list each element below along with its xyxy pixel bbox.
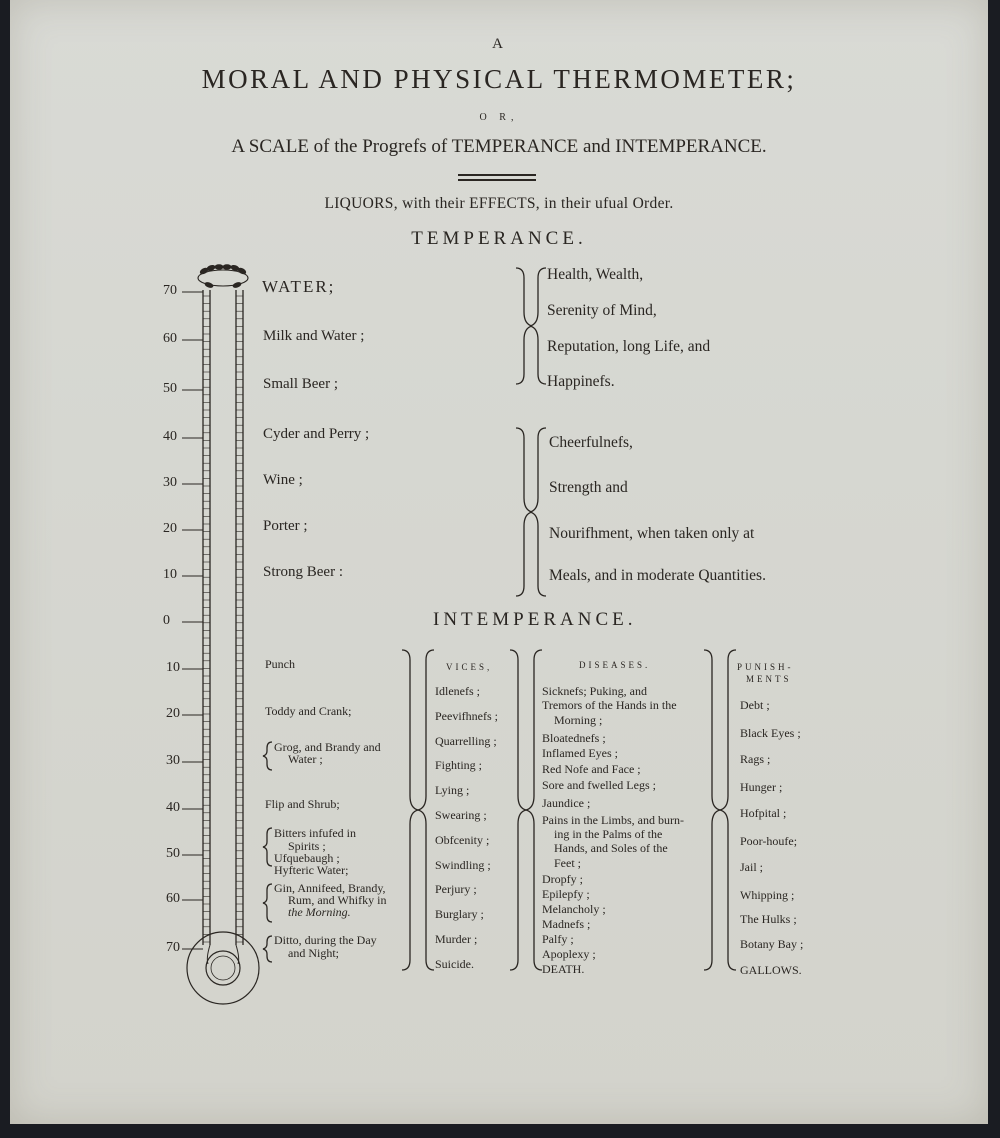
vice-item: Peevifhnefs ;: [435, 708, 498, 723]
drink-water: WATER;: [262, 277, 336, 296]
brace-bitters: [263, 828, 272, 866]
brace-temp-4: [530, 428, 546, 596]
punishments-header-2: MENTS: [746, 674, 792, 684]
brace-temp-1: [516, 268, 532, 384]
punishment-item: Hunger ;: [740, 780, 783, 794]
brace-temp-2: [530, 268, 546, 384]
drink-wine: Wine ;: [263, 472, 303, 488]
vice-item: Fighting ;: [435, 758, 483, 773]
drink-rum: Rum, and Whifky in: [288, 893, 387, 907]
thermometer-ticks: [203, 296, 243, 942]
punishment-item: Hofpital ;: [740, 806, 787, 820]
vice-item: Perjury ;: [435, 882, 477, 897]
diseases-header: DISEASES.: [579, 660, 651, 670]
drink-bitters-spirits: Spirits ;: [288, 839, 326, 853]
brace-temp-3: [516, 428, 532, 596]
thermometer-drawing: [10, 0, 988, 1124]
drink-morning: the Morning.: [288, 905, 351, 919]
vice-item: Murder ;: [435, 932, 478, 946]
paper-sheet: [10, 0, 988, 1124]
brace-int-4: [526, 650, 542, 970]
title-article: A: [492, 36, 506, 52]
scale-label-upper: 60: [163, 331, 177, 346]
disease-item: Madnefs ;: [542, 917, 591, 931]
scale-label-upper: 30: [163, 475, 177, 490]
vice-item: Lying ;: [435, 783, 470, 798]
brace-int-5: [704, 650, 720, 970]
brace-int-1: [402, 650, 418, 970]
punishment-item: Botany Bay ;: [740, 937, 804, 951]
scale-label-lower: 40: [166, 800, 180, 815]
punishment-item: Debt ;: [740, 698, 770, 712]
effect-serenity: Serenity of Mind,: [547, 302, 657, 319]
punishment-item: Poor-houfe;: [740, 834, 798, 848]
disease-item: Hands, and Soles of the: [554, 841, 668, 855]
thermometer-tube: [203, 290, 243, 945]
disease-item: Inflamed Eyes ;: [542, 746, 618, 760]
drink-small-beer: Small Beer ;: [263, 376, 338, 392]
drink-hysteric: Hyfteric Water;: [274, 863, 349, 877]
drink-strong-beer: Strong Beer :: [263, 564, 343, 580]
effect-meals: Meals, and in moderate Quantities.: [549, 567, 766, 584]
drink-toddy: Toddy and Crank;: [265, 704, 352, 718]
scale-tick-marks: [182, 292, 203, 949]
vice-item: Quarrelling ;: [435, 733, 497, 748]
vice-item: Suicide.: [435, 956, 474, 971]
punishment-item: Whipping ;: [740, 888, 795, 902]
scale-label-lower: 20: [166, 706, 180, 721]
disease-item: Morning ;: [554, 713, 603, 727]
brace-ditto: [263, 936, 272, 962]
temperance-heading: TEMPERANCE.: [411, 228, 587, 249]
vice-item: Swearing ;: [435, 808, 487, 822]
drink-bitters: Bitters infufed in: [274, 826, 356, 840]
page-title: MORAL AND PHYSICAL THERMOMETER;: [201, 64, 797, 94]
disease-item: Pains in the Limbs, and burn-: [542, 813, 684, 827]
disease-item: Sore and fwelled Legs ;: [542, 778, 656, 792]
intemperance-heading: INTEMPERANCE.: [433, 609, 637, 630]
scale-label-upper: 40: [163, 429, 177, 444]
disease-item: Dropfy ;: [542, 872, 583, 886]
drink-cyder: Cyder and Perry ;: [263, 426, 370, 442]
vice-item: Swindling ;: [435, 857, 491, 872]
page-subtitle: A SCALE of the Progrefs of TEMPERANCE and INTEMPERANCE.: [231, 136, 767, 157]
liquors-caption: LIQUORS, with their EFFECTS, in their ufual Order.: [324, 195, 674, 212]
drink-grog-water: Water ;: [288, 752, 323, 766]
laurel-wreath-icon: [198, 265, 248, 289]
drink-gin: Gin, Annifeed, Brandy,: [274, 881, 386, 895]
disease-item: Apoplexy ;: [542, 947, 596, 961]
disease-item: Palfy ;: [542, 932, 574, 946]
drink-milk-water: Milk and Water ;: [263, 328, 365, 344]
punishment-item: Jail ;: [740, 860, 763, 874]
scale-label-lower: 30: [166, 753, 180, 768]
brace-int-6: [720, 650, 736, 970]
brace-gin: [263, 884, 272, 922]
effect-strength: Strength and: [549, 479, 628, 496]
drink-ditto: Ditto, during the Day: [274, 933, 377, 947]
vice-item: Obfcenity ;: [435, 832, 490, 847]
scale-label-lower: 50: [166, 846, 180, 861]
drink-grog: Grog, and Brandy and: [274, 740, 381, 754]
scale-label-lower: 60: [166, 891, 180, 906]
disease-item: Epilepfy ;: [542, 887, 590, 901]
drink-usquebaugh: Ufquebaugh ;: [274, 851, 340, 865]
effect-reputation: Reputation, long Life, and: [547, 338, 711, 355]
disease-item: ing in the Palms of the: [554, 827, 663, 841]
punishment-item: Rags ;: [740, 752, 771, 766]
disease-item: Red Nofe and Face ;: [542, 762, 641, 776]
vices-header: VICES,: [446, 662, 493, 672]
title-or: O R,: [479, 112, 519, 123]
disease-item: Melancholy ;: [542, 902, 606, 916]
punishment-item: The Hulks ;: [740, 912, 797, 926]
disease-item: Jaundice ;: [542, 796, 591, 810]
disease-item: Tremors of the Hands in the: [542, 698, 677, 712]
vice-item: Idlenefs ;: [435, 684, 480, 698]
drink-porter: Porter ;: [263, 518, 308, 534]
punishment-item: Black Eyes ;: [740, 726, 801, 740]
disease-item: Bloatednefs ;: [542, 731, 606, 745]
scale-label-upper: 0: [163, 613, 170, 628]
effect-cheerfulness: Cheerfulnefs,: [549, 434, 633, 451]
effect-nourishment: Nourifhment, when taken only at: [549, 525, 755, 542]
brace-grog: [263, 742, 272, 770]
brace-int-3: [510, 650, 526, 970]
scale-label-upper: 50: [163, 381, 177, 396]
scale-label-upper: 10: [163, 567, 177, 582]
disease-item: Sicknefs; Puking, and: [542, 684, 647, 698]
scale-label-lower: 70: [166, 940, 180, 955]
scale-label-upper: 70: [163, 283, 177, 298]
thermometer-bulb: [187, 932, 259, 1004]
disease-item: DEATH.: [542, 962, 585, 976]
scale-label-lower: 10: [166, 660, 180, 675]
drink-flip: Flip and Shrub;: [265, 797, 340, 811]
punishments-header-1: PUNISH-: [737, 662, 794, 672]
effect-happiness: Happinefs.: [547, 373, 615, 390]
effect-health: Health, Wealth,: [547, 266, 644, 283]
disease-item: Feet ;: [554, 856, 581, 870]
drink-night: and Night;: [288, 946, 339, 960]
vice-item: Burglary ;: [435, 907, 484, 922]
brace-int-2: [418, 650, 434, 970]
punishment-item: GALLOWS.: [740, 963, 802, 977]
scale-label-upper: 20: [163, 521, 177, 536]
drink-punch: Punch: [265, 657, 295, 671]
